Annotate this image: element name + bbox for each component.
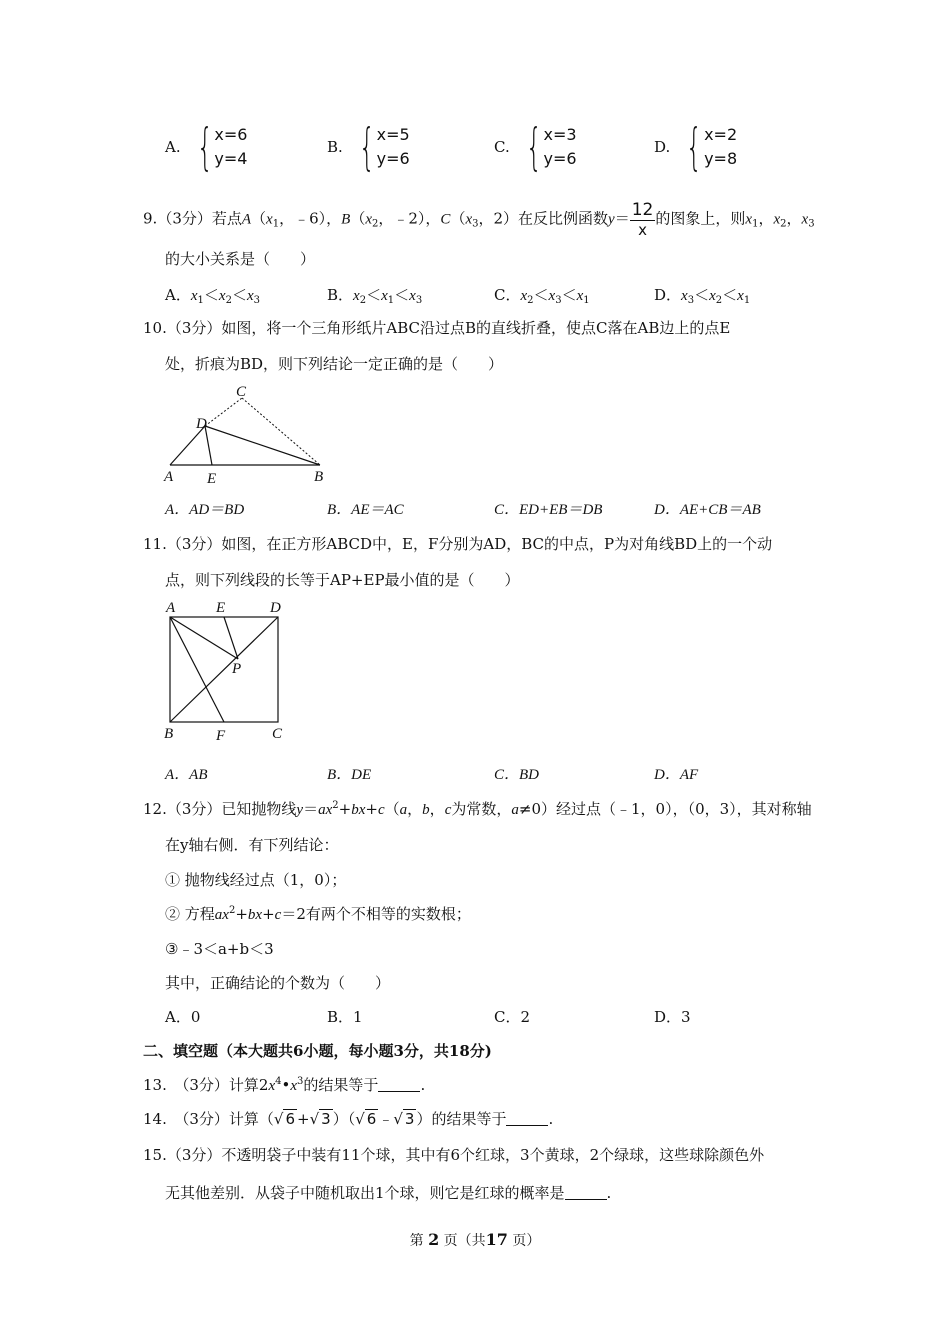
q10-option-b[interactable]: B．AE＝AC	[327, 502, 404, 518]
line-af	[170, 617, 224, 722]
q9-option-b[interactable]: B．$x_2<x_1<x_3$	[327, 286, 423, 306]
line-db	[205, 426, 320, 465]
q12-option-b[interactable]: B．1	[327, 1008, 363, 1026]
line-cb-dashed	[242, 398, 320, 465]
q12-option-a[interactable]: A．0	[165, 1008, 201, 1026]
label-d: D	[270, 600, 281, 616]
q12-number: 12.	[143, 800, 167, 818]
label-b: B	[314, 469, 324, 485]
brace-icon: {	[196, 118, 213, 176]
q12-ask: 其中，正确结论的个数为（ ）	[165, 974, 391, 992]
q15-answer-blank[interactable]	[565, 1185, 607, 1200]
label-f: F	[216, 728, 226, 744]
q13-answer-blank[interactable]	[378, 1077, 420, 1092]
q11-option-b[interactable]: B．DE	[327, 767, 372, 783]
q9-frac-den: x	[638, 221, 647, 239]
q13: 13. （3分）计算$2x^4•x^3$的结果等于 .	[143, 1076, 426, 1094]
q12-conclusion-2: ② 方程$ax^2+bx+c=2$有两个不相等的实数根；	[165, 905, 471, 923]
q9-line1: 9.（3分）若点$A(x_1$，﹣6），$B(x_2$，﹣2），$C(x_3$，2）在反比例函数y＝ $\frac{12}{x}$ 的图象上，则$x_1$，$x_2$，$x_3$	[143, 200, 815, 239]
q13-text-a: （3分）计算	[181, 1076, 259, 1094]
line-bd	[170, 617, 278, 722]
q10-line2: 处，折痕为BD，则下列结论一定正确的是（ ）	[165, 355, 504, 373]
option-label: C.	[494, 138, 510, 156]
equation-2: y=8	[704, 149, 738, 168]
q9-option-a[interactable]: A．$x_1<x_2<x_3$	[165, 286, 261, 306]
q8-option-d[interactable]	[654, 118, 738, 176]
q9-option-d[interactable]: D．$x_3<x_2<x_1$	[654, 286, 751, 306]
page-footer: 第 2 页（共17 页）	[409, 1230, 541, 1249]
q14-text-b: 的结果等于	[431, 1110, 507, 1128]
label-b: B	[164, 726, 174, 742]
line-dc-dashed	[205, 398, 242, 426]
q10-line1	[143, 317, 730, 338]
q9-frac-num: 12	[631, 200, 654, 220]
label-d: D	[196, 416, 207, 432]
section-heading: 二、填空题（本大题共6小题，每小题3分，共18分)	[143, 1042, 492, 1060]
total-pages: 17	[485, 1230, 508, 1249]
equation-1: x=6	[214, 125, 248, 144]
equation-1: x=5	[376, 125, 410, 144]
brace-icon: {	[686, 118, 703, 176]
q11-square-figure	[160, 597, 295, 747]
q10-triangle-figure	[160, 380, 340, 490]
q14-number: 14.	[143, 1110, 167, 1128]
q9-option-c[interactable]: C．$x_2<x_3<x_1$	[494, 286, 590, 306]
option-label: A.	[165, 138, 181, 156]
q13-number: 13.	[143, 1076, 167, 1094]
equation-1: x=2	[704, 125, 738, 144]
equation-1: x=3	[543, 125, 577, 144]
q11-line1	[143, 533, 772, 554]
q14-text-a: （3分）计算	[181, 1110, 259, 1128]
q11-number: 11.	[143, 535, 167, 553]
q10-text: （3分）如图，将一个三角形纸片ABC沿过点B的直线折叠，使点C落在AB边上的点E	[166, 319, 731, 337]
label-e: E	[216, 600, 226, 616]
q9-number: 9.	[143, 209, 158, 228]
q12-conclusion-1: ① 抛物线经过点（1，0）；	[165, 871, 347, 889]
q14: 14. （3分）计算（√ 6 +√ 3 ）（√ 6 ﹣√ 3 ）的结果等于 .	[143, 1110, 554, 1128]
q11-option-c[interactable]: C．BD	[494, 767, 540, 783]
label-p: P	[232, 661, 242, 677]
label-c: C	[236, 384, 247, 400]
label-a: A	[166, 600, 176, 616]
q10-option-d[interactable]: D．AE+CB＝AB	[654, 502, 761, 518]
q11-line2: 点，则下列线段的长等于AP+EP最小值的是（ ）	[165, 571, 520, 589]
q11-option-d[interactable]: D．AF	[654, 767, 699, 783]
q11-option-a[interactable]: A．AB	[165, 767, 208, 783]
q15-line1	[143, 1144, 764, 1165]
q15-line2: 无其他差别．从袋子中随机取出1个球，则它是红球的概率是 .	[165, 1184, 612, 1202]
q9-text-a: （3分）若点	[157, 209, 242, 228]
label-e: E	[207, 471, 217, 487]
brace-icon: {	[525, 118, 542, 176]
option-label: D.	[654, 138, 671, 156]
q12-line1: 12.（3分）已知抛物线$y=ax^2+bx+c(a$，b，c为常数，a≠0）经过点（﹣1，0），（0，3），其对称轴	[143, 800, 812, 818]
q12-option-d[interactable]: D．3	[654, 1008, 691, 1026]
q15-number: 15.	[143, 1146, 167, 1164]
q12-line2: 在y轴右侧．有下列结论：	[165, 836, 339, 854]
current-page: 2	[428, 1230, 440, 1249]
equation-2: y=6	[376, 149, 410, 168]
label-a: A	[164, 469, 174, 485]
option-label: B.	[327, 138, 343, 156]
equation-2: y=6	[543, 149, 577, 168]
q13-text-b: 的结果等于	[303, 1076, 379, 1094]
q8-option-a[interactable]	[165, 118, 248, 176]
q8-option-c[interactable]	[494, 118, 577, 176]
q9-fraction	[630, 200, 656, 239]
equation-2: y=4	[214, 149, 248, 168]
q14-answer-blank[interactable]	[506, 1111, 548, 1126]
q11-text: （3分）如图，在正方形ABCD中，E，F分别为AD，BC的中点，P为对角线BD上的一个动	[166, 535, 773, 553]
q12-option-c[interactable]: C．2	[494, 1008, 531, 1026]
q15-text: （3分）不透明袋子中装有11个球，其中有6个红球，3个黄球，2个绿球，这些球除颜色外	[166, 1146, 765, 1164]
q9-line2: 的大小关系是（ ）	[165, 250, 316, 268]
q10-option-c[interactable]: C．ED+EB＝DB	[494, 502, 603, 518]
line-ep	[224, 617, 238, 659]
q10-number: 10.	[143, 319, 167, 337]
q8-option-b[interactable]	[327, 118, 410, 176]
q10-option-a[interactable]: A．AD＝BD	[165, 502, 245, 518]
q12-conclusion-3: ③﹣3＜a+b＜3	[165, 940, 274, 958]
label-c: C	[272, 726, 283, 742]
brace-icon: {	[358, 118, 375, 176]
